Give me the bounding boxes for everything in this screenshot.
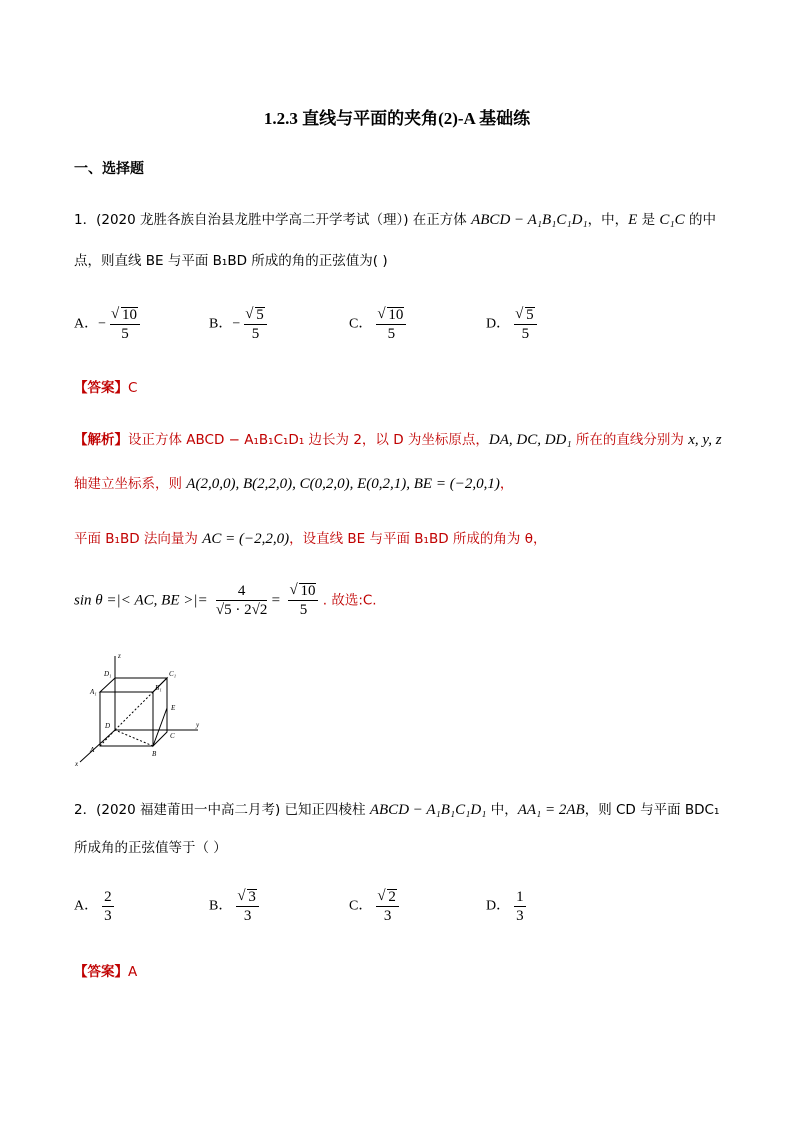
q2-line2: 所成角的正弦值等于（ ） [74,840,227,856]
fig-label: E [171,704,176,712]
q1-analysis-line2: 轴建立坐标系，则 A(2,0,0), B(2,2,0), C(0,2,0), E(0,2,1), BE = (−2,0,1)， [74,476,514,492]
fig-label: C₁ [169,670,177,678]
q1-analysis-line3: 平面 B₁BD 法向量为 AC = (−2,2,0)，设直线 BE 与平面 B₁BD 所成的角为 θ， [74,531,547,547]
q1-option-b[interactable]: B．− √ $\frac{5}{5}$ [209,306,267,343]
fig-label: D [105,722,111,730]
q2-answer: 【答案】A [74,964,138,980]
q1-option-a[interactable]: A．− √ $\frac{10}{5}$ [74,306,140,343]
q2-option-c[interactable]: C． √ $\frac{2}{3}$ [349,888,399,925]
page-title: 1.2.3 直线与平面的夹角(2)-A 基础练 [263,109,531,128]
q1-analysis-line4: sin θ =|< AC, BE >|= $\frac{4}{√5 \cdot 2√2}$ = √ $\frac{10}{5}$ . 故选:C. [74,582,377,619]
fig-label: x [75,760,79,768]
q2-option-b[interactable]: B． √ $\frac{3}{3}$ [209,888,259,925]
fig-label: D₁ [104,670,112,678]
section-heading: 一、选择题 [74,161,144,177]
q2-line1: 2．(2020 福建莆田一中高二月考) 已知正四棱柱 ABCD − A₁B₁C₁D₁ 中，AA₁ = 2AB，则 CD 与平面 BDC₁ [74,802,720,818]
fig-label: y [196,721,200,729]
fig-label: A₁ [90,688,97,696]
q1-option-c[interactable]: C． √ $\frac{10}{5}$ [349,306,406,343]
q1-analysis-line1: 【解析】设正方体 ABCD − A₁B₁C₁D₁ 边长为 2，以 D 为坐标原点，DA, DC, DD₁ 所在的直线分别为 x, y, z [74,432,722,448]
q1-option-d[interactable]: D． √ $\frac{5}{5}$ [486,306,537,343]
fig-label: C [170,732,175,740]
q1-answer: 【答案】C [74,380,138,396]
q2-option-a[interactable]: A． $\frac{2}{3}$ [74,889,112,924]
q2-option-d[interactable]: D． $\frac{1}{3}$ [486,889,524,924]
fig-label: z [118,652,121,660]
cube-front-face [100,692,153,746]
fig-label: B₁ [155,684,162,692]
q1-line2: 点，则直线 BE 与平面 B₁BD 所成的角的正弦值为( ) [74,253,388,269]
fig-label: A [90,746,95,754]
fig-label: B [152,750,157,758]
cube-figure [70,650,210,770]
q1-line1: 1．(2020 龙胜各族自治县龙胜中学高二开学考试（理）) 在正方体 ABCD − A₁B₁C₁D₁，中，E 是 C₁C 的中 [74,212,716,228]
